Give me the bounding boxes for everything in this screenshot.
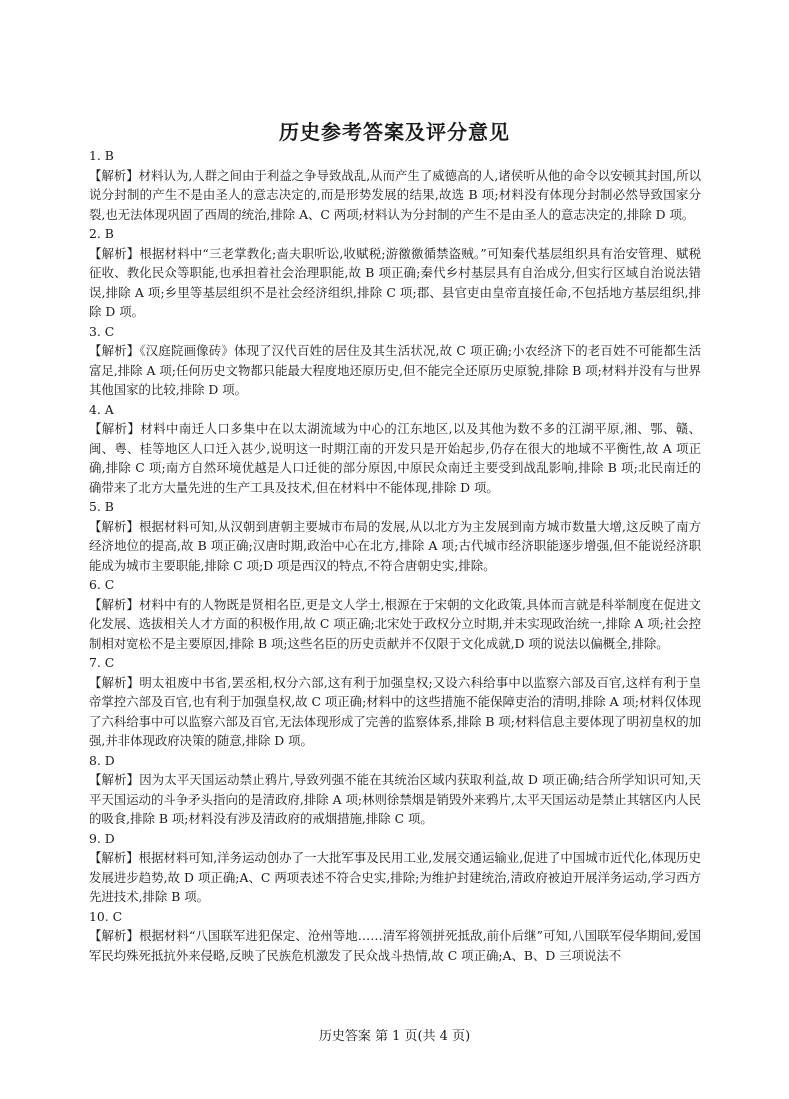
answer-item xyxy=(89,400,701,498)
answer-analysis: 【解析】根据材料可知,洋务运动创办了一大批军事及民用工业,发展交通运输业,促进了中国城市近代化,体现历史发展进步趋势,故 D 项正确;A、C 两项表述不符合史实,排除;为维护封建统治,清政府被迫开展洋务运动,学习西方先进技术,排除 B 项。 xyxy=(89,850,701,904)
answer-item xyxy=(89,653,701,751)
answer-analysis: 【解析】材料中南迁人口多集中在以太湖流域为中心的江东地区,以及其他为数不多的江湖平原,湘、鄂、赣、闽、粤、桂等地区人口迁入甚少,说明这一时期江南的开发只是开始起步,仍存在很大的地域不平衡性,故 A 项正确,排除 C 项;南方自然环境优越是人口迁徙的部分原因,中原民众南迁主要受到战乱影响,排除 B 项;北民南迁的确带来了北方大量先进的生产工具及技术,但在材料中不能体现,排除 D 项。 xyxy=(89,421,701,495)
answer-number: 3. C xyxy=(89,323,115,339)
answer-item xyxy=(89,146,701,224)
answers-list xyxy=(89,146,701,965)
answer-analysis: 【解析】根据材料中“三老掌教化;啬夫职听讼,收赋税;游徼徼循禁盗贼。”可知秦代基层组织具有治安管理、赋税征收、教化民众等职能,也承担着社会治理职能,故 B 项正确;秦代乡村基层具有自治成分,但实行区域自治说法错误,排除 A 项;乡里等基层组织不是社会经济组织,排除 C 项;郡、县官吏由皇帝直接任命,不包括地方基层组织,排除 D 项。 xyxy=(89,245,701,319)
answer-item xyxy=(89,751,701,829)
answer-analysis: 【解析】明太祖废中书省,罢丞相,权分六部,这有利于加强皇权;又设六科给事中以监察六部及百官,这样有利于皇帝掌控六部及百官,也有利于加强皇权,故 C 项正确;材料中的这些措施不能保障吏治的清明,排除 A 项;材料仅体现了六科给事中可以监察六部及百官,无法体现形成了完善的监察体系,排除 B 项;材料信息主要体现了明初皇权的加强,并非体现政府决策的随意,排除 D 项。 xyxy=(89,674,701,748)
answer-item xyxy=(89,497,701,575)
answer-analysis: 【解析】根据材料“八国联军进犯保定、沧州等地……清军将领拼死抵敌,前仆后继”可知,八国联军侵华期间,爱国军民均殊死抵抗外来侵略,反映了民族危机激发了民众战斗热情,故 C 项正确;A、B、D 三项说法不 xyxy=(89,928,701,963)
answer-item xyxy=(89,322,701,400)
answer-item xyxy=(89,907,701,966)
answer-item xyxy=(89,829,701,907)
answer-number: 5. B xyxy=(89,499,114,514)
answer-item xyxy=(89,575,701,653)
answer-number: 4. A xyxy=(89,401,114,417)
answer-number: 1. B xyxy=(89,148,114,163)
answer-number: 6. C xyxy=(89,577,115,592)
page-footer: 历史答案 第 1 页(共 4 页) xyxy=(318,1029,471,1044)
answer-analysis: 【解析】根据材料可知,从汉朝到唐朝主要城市布局的发展,从以北方为主发展到南方城市数量大增,这反映了南方经济地位的提高,故 B 项正确;汉唐时期,政治中心在北方,排除 A 项;古代城市经济职能逐步增强,但不能说经济职能成为城市主要职能,排除 C 项;D 项是西汉的特点,不符合唐朝史实,排除。 xyxy=(89,518,701,573)
answer-analysis: 【解析】材料中有的人物既是贤相名臣,更是文人学士,根源在于宋朝的文化政策,具体而言就是科举制度在促进文化发展、选拔相关人才方面的积极作用,故 C 项正确;北宋处于政权分立时期,并未实现政治统一,排除 A 项;社会控制相对宽松不是主要原因,排除 B 项;这些名臣的历史贡献并不仅限于文化成就,D 项的说法以偏概全,排除。 xyxy=(89,596,701,651)
page-title: 历史参考答案及评分意见 xyxy=(279,120,510,144)
answer-number: 2. B xyxy=(89,226,114,241)
answer-analysis: 【解析】材料认为,人群之间由于利益之争导致战乱,从而产生了威德高的人,诸侯听从他的命令以安顿其封国,所以说分封制的产生不是由圣人的意志决定的,而是形势发展的结果,故选 B 项;材料没有体现分封制必然导致国家分裂,也无法体现巩固了西周的统治,排除 A、C 两项;材料认为分封制的产生不是由圣人的意志决定的,排除 D 项。 xyxy=(89,167,701,222)
answer-analysis: 【解析】《汉庭院画像砖》体现了汉代百姓的居住及其生活状况,故 C 项正确;小农经济下的老百姓不可能都生活富足,排除 A 项;任何历史文物都只能最大程度地还原历史,但不能完全还原历史原貌,排除 B 项;材料并没有与世界其他国家的比较,排除 D 项。 xyxy=(89,343,701,397)
answer-number: 7. C xyxy=(89,655,115,670)
answer-item xyxy=(89,224,701,322)
answer-number: 10. C xyxy=(89,908,123,924)
answer-analysis: 【解析】因为太平天国运动禁止鸦片,导致列强不能在其统治区域内获取利益,故 D 项正确;结合所学知识可知,天平天国运动的斗争矛头指向的是清政府,排除 A 项;林则徐禁烟是销毁外来鸦片,太平天国运动是禁止其辖区内人民的吸食,排除 B 项;材料没有涉及清政府的戒烟措施,排除 C 项。 xyxy=(89,772,701,826)
answer-number: 9. D xyxy=(89,830,115,846)
answer-number: 8. D xyxy=(89,752,115,768)
